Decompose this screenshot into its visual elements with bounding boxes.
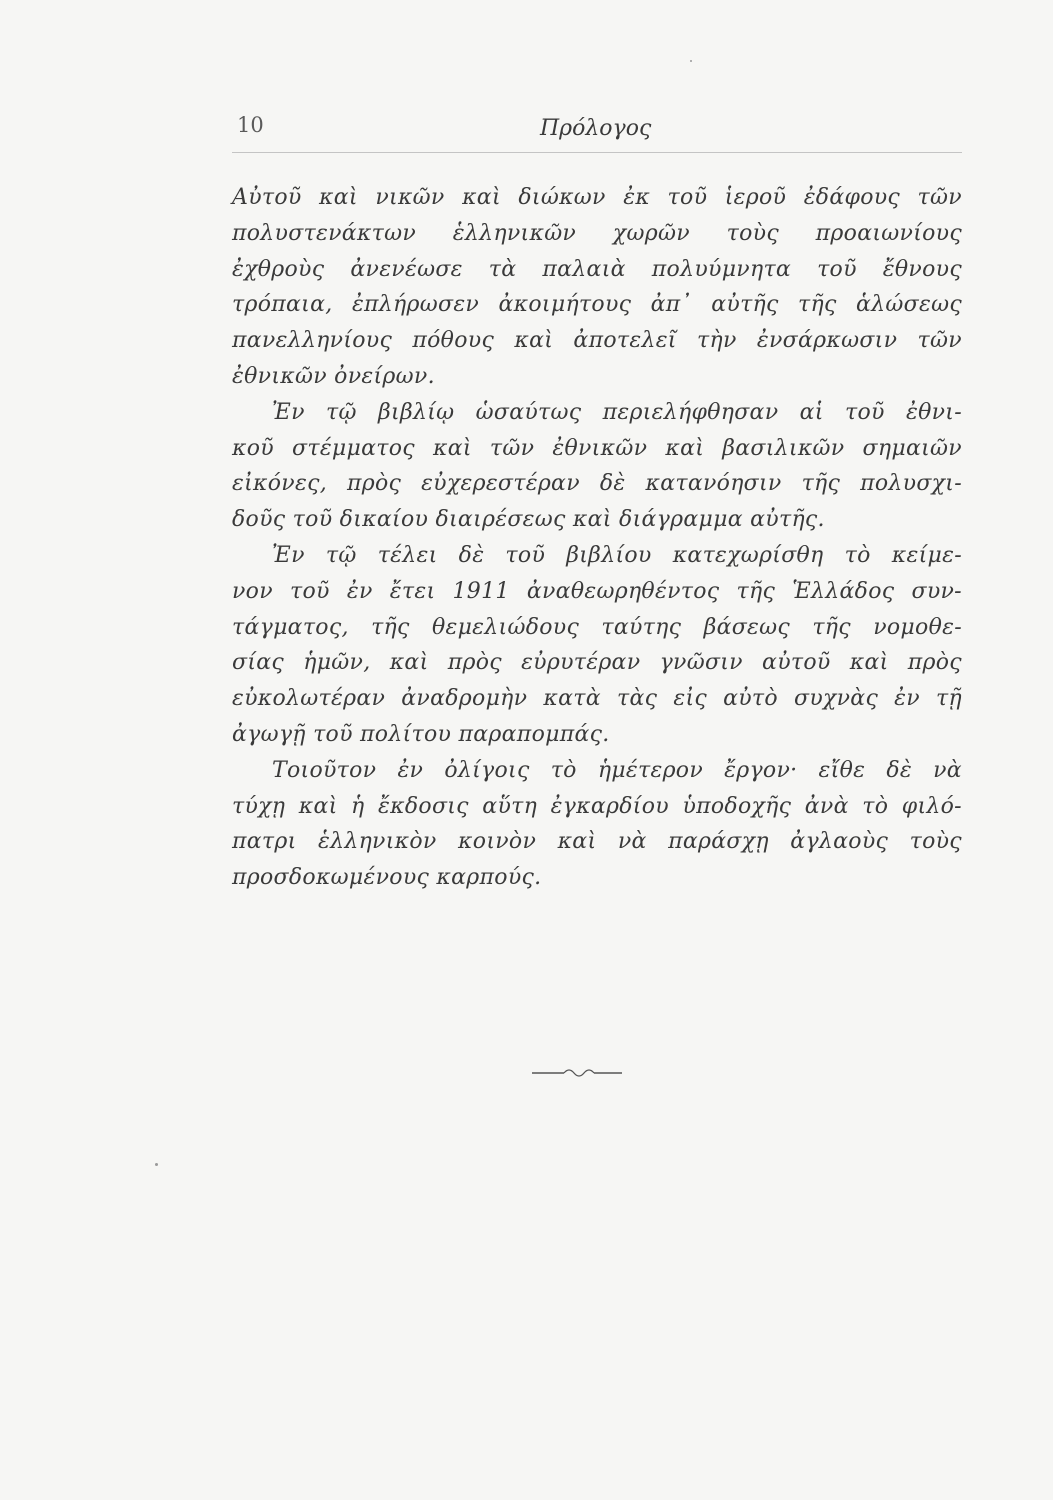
word: εἰς xyxy=(673,686,707,712)
line-text: ἀγωγῇ τοῦ πολίτου παραπομπάς. xyxy=(232,721,610,747)
word: Τοιοῦτον xyxy=(272,757,377,783)
word: τοῦ xyxy=(290,578,330,604)
word: αὕτη xyxy=(482,793,538,819)
word: αἱ xyxy=(799,399,824,425)
text-line xyxy=(232,753,962,789)
word: πολυστενάκτων xyxy=(232,220,417,246)
word: ἐθνικῶν xyxy=(552,435,648,461)
word: πατρι xyxy=(232,829,297,855)
word: τὸ xyxy=(844,542,871,568)
text-line xyxy=(232,180,962,216)
word: φιλό- xyxy=(901,793,962,819)
word: ὡσαύτως xyxy=(475,399,582,425)
text-line xyxy=(232,252,962,288)
word: τῆς xyxy=(736,578,776,604)
text-line xyxy=(232,574,962,610)
word: ἐγκαρδίου xyxy=(550,793,669,819)
word: 1911 xyxy=(452,578,510,604)
text-line xyxy=(232,466,962,502)
word: τρόπαια, xyxy=(232,292,333,318)
word: τάγματος, xyxy=(232,614,349,640)
word: τοῦ xyxy=(845,399,885,425)
word: βιβλίῳ xyxy=(378,399,455,425)
word: τῆς xyxy=(798,292,837,318)
word: τῷ xyxy=(325,542,357,568)
word: Ἐν xyxy=(272,542,305,568)
word: τῶν xyxy=(489,435,535,461)
word: νομοθε- xyxy=(873,614,962,640)
word: πολυύμνητα xyxy=(651,256,792,282)
paper-speck xyxy=(690,60,692,62)
text-line xyxy=(232,287,962,323)
word: πανελληνίους xyxy=(232,328,393,354)
text-line xyxy=(232,860,962,896)
header-rule xyxy=(232,152,962,153)
line-text: ἐθνικῶν ὀνείρων. xyxy=(232,363,435,389)
word: τύχῃ xyxy=(232,793,286,819)
word: νὰ xyxy=(933,757,962,783)
word: ἁλώσεως xyxy=(856,292,962,318)
word: Ἐν xyxy=(272,399,305,425)
word: πρὸς xyxy=(346,471,402,497)
word: εὐκολωτέραν xyxy=(232,686,386,712)
word: τῇ xyxy=(936,686,962,712)
word: ἐνσάρκωσιν xyxy=(756,328,898,354)
word: παράσχῃ xyxy=(668,829,769,855)
page-number: 10 xyxy=(237,113,264,137)
word: ἐκ xyxy=(623,185,651,210)
word: εὐρυτέραν xyxy=(521,650,641,676)
word: καὶ xyxy=(319,185,358,210)
word: ἔργον· xyxy=(724,757,798,783)
word: τῶν xyxy=(917,185,962,210)
text-line xyxy=(232,502,962,538)
word: ἔτει xyxy=(389,578,436,604)
word: πόθους xyxy=(412,328,495,354)
word: βασιλικῶν xyxy=(722,435,845,461)
text-line xyxy=(232,216,962,252)
word: καὶ xyxy=(514,328,554,354)
text-line xyxy=(232,789,962,825)
word: ἡμῶν, xyxy=(303,650,371,676)
body-text xyxy=(232,180,962,896)
word: τῆς xyxy=(801,471,841,497)
text-line xyxy=(232,395,962,431)
word: τέλει xyxy=(377,542,438,568)
word: τῷ xyxy=(326,399,357,425)
word: νὰ xyxy=(617,829,647,855)
word: Αὐτοῦ xyxy=(232,185,302,210)
text-line xyxy=(232,431,962,467)
word: ἐν xyxy=(346,578,373,604)
word: βιβλίου xyxy=(566,542,652,568)
word: κατανόησιν xyxy=(645,471,782,497)
word: ἐδάφους xyxy=(803,185,901,210)
word: στέμματος xyxy=(292,435,415,461)
running-title: Πρόλογος xyxy=(540,116,652,141)
word: ἀνὰ xyxy=(804,793,849,819)
word: προαιωνίους xyxy=(815,220,962,246)
word: εἰκόνες, xyxy=(232,471,327,497)
word: τὰς xyxy=(617,686,658,712)
word: κοινὸν xyxy=(458,829,537,855)
word: καὶ xyxy=(557,829,597,855)
word: διώκων xyxy=(518,185,606,210)
word: τοὺς xyxy=(726,220,779,246)
text-line xyxy=(232,717,962,753)
word: καὶ xyxy=(389,650,429,676)
word: τὸ xyxy=(862,793,889,819)
word: καὶ xyxy=(433,435,472,461)
word: νικῶν xyxy=(375,185,445,210)
word: καὶ xyxy=(298,793,338,819)
word: ἔκδοσις xyxy=(378,793,469,819)
word: τοῦ xyxy=(817,256,857,282)
word: ἐπλήρωσεν xyxy=(351,292,480,318)
word: ἡ xyxy=(351,793,365,819)
word: δὲ xyxy=(886,757,912,783)
word: τὴν xyxy=(697,328,737,354)
tailpiece-ornament xyxy=(532,1066,622,1080)
word: αὐτῆς xyxy=(711,292,779,318)
word: ἐν xyxy=(894,686,920,712)
word: καὶ xyxy=(665,435,705,461)
word: ἐθνι- xyxy=(905,399,962,425)
word: ταύτης xyxy=(601,614,682,640)
word: ἐχθροὺς xyxy=(232,256,325,282)
word: τῶν xyxy=(917,328,962,354)
text-line xyxy=(232,681,962,717)
word: ἑλληνικὸν xyxy=(317,829,437,855)
text-line xyxy=(232,359,962,395)
word: τοῦ xyxy=(505,542,546,568)
text-line xyxy=(232,323,962,359)
word: νον xyxy=(232,578,273,604)
word: τῆς xyxy=(812,614,851,640)
word: ὑποδοχῆς xyxy=(682,793,792,819)
word: ἀγλαοὺς xyxy=(790,829,889,855)
word: δὲ xyxy=(599,471,626,497)
word: τῆς xyxy=(371,614,410,640)
word: ἀποτελεῖ xyxy=(573,328,677,354)
word: γνῶσιν xyxy=(659,650,743,676)
text-line xyxy=(232,645,962,681)
word: κατεχωρίσθη xyxy=(672,542,824,568)
word: πρὸς xyxy=(447,650,502,676)
word: κατὰ xyxy=(543,686,601,712)
line-text: δοῦς τοῦ δικαίου διαιρέσεως καὶ διάγραμμα αὐτῆς. xyxy=(232,507,825,533)
word: δὲ xyxy=(458,542,485,568)
word: σίας xyxy=(232,650,285,676)
word: κείμε- xyxy=(891,542,962,568)
word: ἱεροῦ xyxy=(724,185,787,210)
word: σημαιῶν xyxy=(862,435,962,461)
word: αὐτοῦ xyxy=(762,650,831,676)
word: πρὸς xyxy=(907,650,962,676)
word: χωρῶν xyxy=(612,220,690,246)
word: ἀπ᾽ xyxy=(650,292,692,318)
word: εὐχερεστέραν xyxy=(421,471,580,497)
word: τὸ xyxy=(550,757,577,783)
word: εἴθε xyxy=(818,757,866,783)
paper-speck xyxy=(155,1163,158,1166)
word: ἑλληνικῶν xyxy=(452,220,577,246)
word: ἐν xyxy=(397,757,424,783)
word: ἔθνους xyxy=(882,256,962,282)
word: Ἑλλάδος xyxy=(792,578,895,604)
text-line xyxy=(232,824,962,860)
word: τὰ xyxy=(488,256,517,282)
word: τοὺς xyxy=(909,829,962,855)
word: αὐτὸ xyxy=(723,686,778,712)
word: πολυσχι- xyxy=(860,471,962,497)
word: ἀναθεωρηθέντος xyxy=(526,578,720,604)
word: ἀνενέωσε xyxy=(350,256,463,282)
word: καὶ xyxy=(462,185,501,210)
word: περιελήφθησαν xyxy=(602,399,779,425)
word: θεμελιώδους xyxy=(431,614,580,640)
word: ὀλίγοις xyxy=(444,757,530,783)
word: ἀκοιμήτους xyxy=(498,292,632,318)
word: καὶ xyxy=(849,650,889,676)
word: ἀναδρομὴν xyxy=(401,686,528,712)
word: τοῦ xyxy=(667,185,708,210)
word: κοῦ xyxy=(232,435,274,461)
word: ἡμέτερον xyxy=(597,757,704,783)
text-line xyxy=(232,538,962,574)
word: παλαιὰ xyxy=(542,256,626,282)
word: συν- xyxy=(911,578,962,604)
word: συχνὰς xyxy=(794,686,879,712)
line-text: προσδοκωμένους καρπούς. xyxy=(232,865,542,891)
word: βάσεως xyxy=(703,614,791,640)
text-line xyxy=(232,610,962,646)
